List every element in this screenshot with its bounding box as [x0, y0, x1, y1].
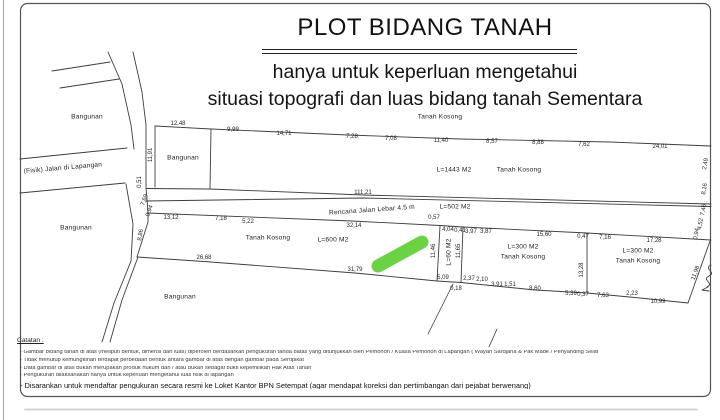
parcel-area-label: L=300 M2 — [507, 243, 539, 251]
road-line — [52, 62, 110, 71]
note-item: - Tidak menutup kemungkinan terdapat perbedaan bentuk antara gambar di atas dengan gambar pada Sertipikat — [20, 358, 304, 363]
measurement-label: 10,99 — [650, 299, 666, 305]
region-label-tanah-kosong: Tanah Kosong — [245, 234, 291, 242]
note-item: - Data gambar di atas bukan merupakan produk hukum dan / atau bukan sebagai bukti kepemilikan Hak Atas Tanah — [20, 365, 312, 371]
measurement-label: 8,60 — [529, 286, 541, 292]
measurement-label: 11,91 — [148, 147, 154, 163]
region-label-tanah-kosong: Tanah Kosong — [417, 113, 463, 121]
title-double-underline — [262, 49, 577, 54]
subtitle-line1: hanya untuk keperluan mengetahui — [272, 61, 578, 83]
measurement-label: 11,65 — [456, 243, 462, 259]
region-label-bangunan: Bangunan — [71, 113, 103, 121]
note-item: - Gambar bidang tanah di atas (meliputi bentuk, dimensi dan luas) diperoleh berdasarkan pengukuran tanda batas yang ditunjukkan oleh Pemohon / Kuasa Pemohon di Lapangan ( Wayan Sardjana & Pak Made / Penyanding Selat — [20, 350, 599, 355]
measurement-label: 5,39 — [565, 291, 577, 297]
road-edge-right-low — [110, 257, 138, 342]
measurement-label: 26,68 — [196, 255, 212, 261]
measurement-label: 11,98 — [690, 265, 702, 281]
measurement-label: 24,01 — [652, 144, 668, 150]
measurement-label: 12,48 — [170, 121, 186, 127]
measurement-label: 4,04 — [442, 227, 454, 233]
measurement-label: 4,52 — [697, 217, 705, 231]
measurement-label: 32,14 — [346, 223, 362, 229]
region-label-bangunan: Bangunan — [167, 154, 199, 162]
measurement-label: 7,62 — [578, 142, 590, 148]
measurement-label: 5,09 — [437, 275, 449, 281]
region-label-tanah-kosong: Tanah Kosong — [615, 257, 661, 265]
measurement-label: 8,16 — [701, 182, 709, 196]
measurement-label: 2,37 — [463, 276, 475, 282]
notes-heading: Catatan : — [17, 337, 44, 344]
measurement-label: 13,12 — [163, 215, 179, 221]
region-label-bangunan: Bangunan — [60, 224, 92, 232]
note-item: - Pengukuran dilaksanakan hanya untuk keperluan mengetahui luas fisik di lapangan — [20, 373, 234, 378]
measurement-label: 0,41 — [454, 228, 466, 234]
page-title: PLOT BIDANG TANAH — [297, 14, 553, 41]
measurement-label: 3,91 — [491, 282, 503, 288]
measurement-label: 0,47 — [577, 234, 589, 240]
bangunan-box-right — [210, 129, 211, 188]
measurement-label: 111,21 — [354, 190, 372, 196]
measurement-label: 31,79 — [347, 267, 363, 273]
measurement-label: 11,40 — [433, 138, 449, 144]
road-edge-left-low — [102, 261, 131, 342]
measurement-label: 2,49 — [702, 157, 710, 171]
parcel-area-label: L=60 M2 — [445, 238, 453, 266]
measurement-label: 2,23 — [626, 291, 638, 297]
measurement-label: 7,18 — [215, 216, 227, 222]
measurement-label: 7,63 — [597, 293, 609, 299]
measurement-label: 0,94 — [145, 204, 155, 218]
measurement-label: 0,18 — [450, 286, 462, 292]
measurement-label: 0,94 — [693, 227, 701, 241]
measurement-label: 0,37 — [577, 292, 589, 298]
subtitle-line2: situasi topografi dan luas bidang tanah Sementara — [207, 88, 643, 110]
road-line — [60, 79, 119, 88]
parcel-area-label: L=600 M2 — [317, 236, 349, 244]
measurement-label: 3,97 — [465, 229, 477, 235]
green-highlight-line — [378, 242, 422, 266]
measurement-label: 5,22 — [242, 219, 254, 225]
measurement-label: 17,28 — [646, 238, 662, 244]
leader-line — [489, 329, 497, 347]
region-label-bangunan: Bangunan — [164, 293, 196, 301]
measurement-label: 8,86 — [137, 228, 145, 242]
measurement-label: 8,57 — [486, 139, 498, 145]
measurement-label: 1,51 — [504, 282, 516, 288]
parcel-area-label: L=502 M2 — [439, 203, 471, 211]
measurement-label: 2,10 — [476, 277, 488, 283]
region-label-tanah-kosong: Tanah Kosong — [496, 166, 542, 174]
parcel-area-label: L=300 M2 — [622, 247, 654, 255]
measurement-label: 14,71 — [276, 131, 292, 137]
measurement-label: 0,57 — [428, 215, 440, 221]
measurement-label: 13,28 — [579, 262, 585, 278]
measurement-label: 8,88 — [532, 140, 544, 146]
region-label-fisik-jalan: (Fisik) Jalan di Lapangan — [23, 161, 103, 176]
measurement-label: 15,60 — [536, 232, 552, 238]
measurement-label: 7,16 — [599, 235, 611, 241]
note-item: - Disarankan untuk mendaftar pengukuran secara resmi ke Loket Kantor BPN Setempat (agar mendapat koreksi dan pertimbangan dari pejabat berwenang) — [20, 382, 531, 390]
measurement-label: 3,87 — [480, 229, 492, 235]
strip60-left-edge — [437, 226, 440, 281]
road-edge-left-mid — [126, 184, 133, 261]
measurement-label: 9,99 — [227, 127, 239, 133]
fisik-jalan-lower-edge — [20, 183, 125, 193]
parcel-area-label: L=1443 M2 — [436, 166, 472, 174]
measurement-label: 7,46 — [700, 203, 708, 217]
measurement-label: 0,51 — [137, 176, 143, 188]
measurement-label: 7,08 — [385, 136, 397, 142]
region-label-rencana-jalan: Rencana Jalan Lebar 4.5 m — [328, 203, 416, 217]
squiggle-arrow — [702, 287, 709, 291]
measurement-label: 11,46 — [431, 243, 437, 259]
region-label-tanah-kosong: Tanah Kosong — [500, 253, 546, 261]
fisik-jalan-upper-edge — [20, 148, 127, 159]
measurement-label: 7,28 — [346, 134, 358, 140]
band1-bottom-edge — [146, 189, 711, 205]
measurement-label: 7,69 — [140, 193, 150, 207]
